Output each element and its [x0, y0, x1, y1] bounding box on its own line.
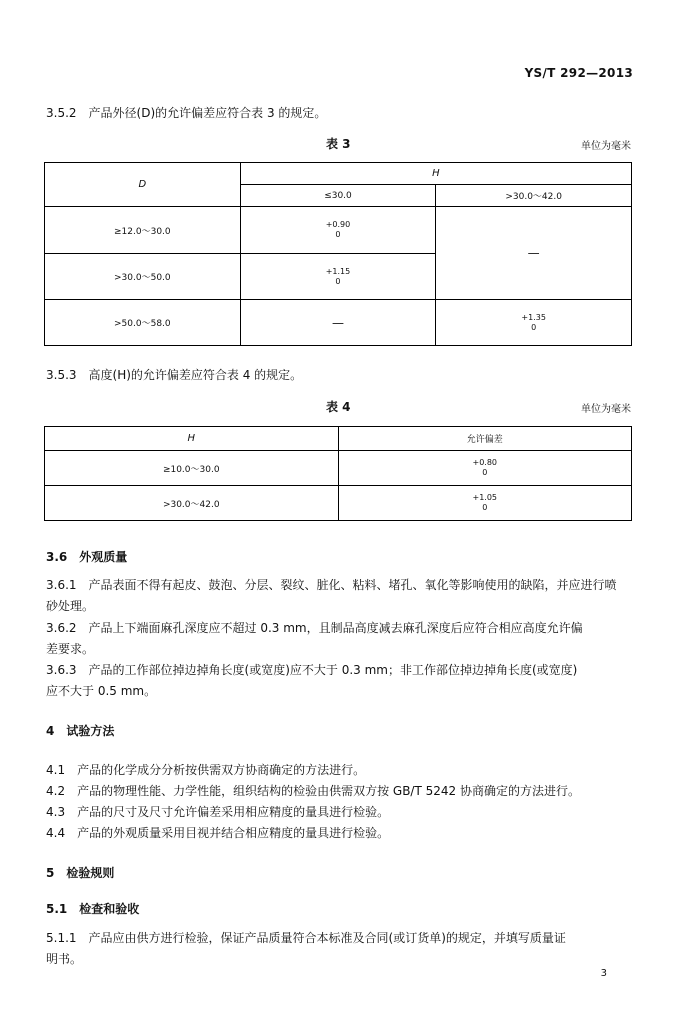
table4-col-h: H: [45, 427, 339, 451]
clause-3-6-3-line2: 应不大于 0.5 mm。: [46, 684, 157, 698]
clause-5-1-1-line1: 5.1.1 产品应由供方进行检验，保证产品质量符合本标准及合同(或订货单)的规定，并填写质量证: [46, 931, 566, 945]
clause-3-6-1-line1: 3.6.1 产品表面不得有起皮、鼓泡、分层、裂纹、脏化、粘料、堵孔、氧化等影响使用的缺陷，并应进行喷: [46, 578, 617, 592]
clause-3-6-3-line1: 3.6.3 产品的工作部位掉边掉角长度(或宽度)应不大于 0.3 mm；非工作部位掉边掉角长度(或宽度): [46, 663, 578, 677]
tolerance-cell: +1.05 0: [338, 486, 632, 521]
table-row: [45, 300, 632, 346]
section-5-1-title: 5.1 检查和验收: [46, 902, 140, 916]
table4-col-tolerance: 允许偏差: [338, 427, 632, 451]
table-4: [44, 426, 632, 521]
section-5-title: 5 检验规则: [46, 866, 115, 880]
tolerance-cell: +1.15 0: [240, 254, 436, 300]
table4-h-cell: ≥10.0～30.0: [45, 451, 339, 486]
tolerance-cell: +1.35 0: [436, 300, 632, 346]
table4-caption: 表 4: [326, 400, 351, 414]
clause-3-6-1-line2: 砂处理。: [46, 599, 95, 613]
clause-3-6-2-line1: 3.6.2 产品上下端面麻孔深度应不超过 0.3 mm，且制品高度减去麻孔深度后应符合相应高度允许偏: [46, 621, 583, 635]
table-3: [44, 162, 632, 346]
standard-number: YS/T 292—2013: [524, 66, 633, 80]
clause-3-5-3: 3.5.3 高度(H)的允许偏差应符合表 4 的规定。: [46, 368, 303, 382]
clause-5-1-1-line2: 明书。: [46, 952, 83, 966]
table4-unit: 单位为毫米: [581, 404, 631, 415]
table3-unit: 单位为毫米: [581, 141, 631, 152]
tolerance-cell: +0.90 0: [240, 207, 436, 254]
table-row: [45, 486, 632, 521]
table3-d-cell: >30.0～50.0: [45, 254, 241, 300]
dash-cell: —: [240, 300, 436, 346]
clause-4-2: 4.2 产品的物理性能、力学性能，组织结构的检验由供需双方按 GB/T 5242 协商确定的方法进行。: [46, 784, 580, 798]
table3-sub-col-2: >30.0～42.0: [436, 185, 632, 207]
section-3-6-title: 3.6 外观质量: [46, 550, 128, 564]
clause-4-3: 4.3 产品的尺寸及尺寸允许偏差采用相应精度的量具进行检验。: [46, 805, 390, 819]
table3-d-cell: ≥12.0～30.0: [45, 207, 241, 254]
clause-3-5-2: 3.5.2 产品外径(D)的允许偏差应符合表 3 的规定。: [46, 106, 327, 120]
tolerance-cell: +0.80 0: [338, 451, 632, 486]
clause-4-4: 4.4 产品的外观质量采用目视并结合相应精度的量具进行检验。: [46, 826, 390, 840]
clause-4-1: 4.1 产品的化学成分分析按供需双方协商确定的方法进行。: [46, 763, 366, 777]
table3-caption: 表 3: [326, 137, 351, 151]
page-number: 3: [600, 968, 607, 979]
table3-d-cell: >50.0～58.0: [45, 300, 241, 346]
table3-col-d: D: [45, 163, 241, 207]
clause-3-6-2-line2: 差要求。: [46, 642, 95, 656]
table3-col-h: H: [240, 163, 631, 185]
table-row: [45, 207, 632, 254]
merged-dash-cell: —: [436, 207, 632, 300]
section-4-title: 4 试验方法: [46, 724, 115, 738]
table3-sub-col-1: ≤30.0: [240, 185, 436, 207]
table-row: [45, 451, 632, 486]
table4-h-cell: >30.0～42.0: [45, 486, 339, 521]
